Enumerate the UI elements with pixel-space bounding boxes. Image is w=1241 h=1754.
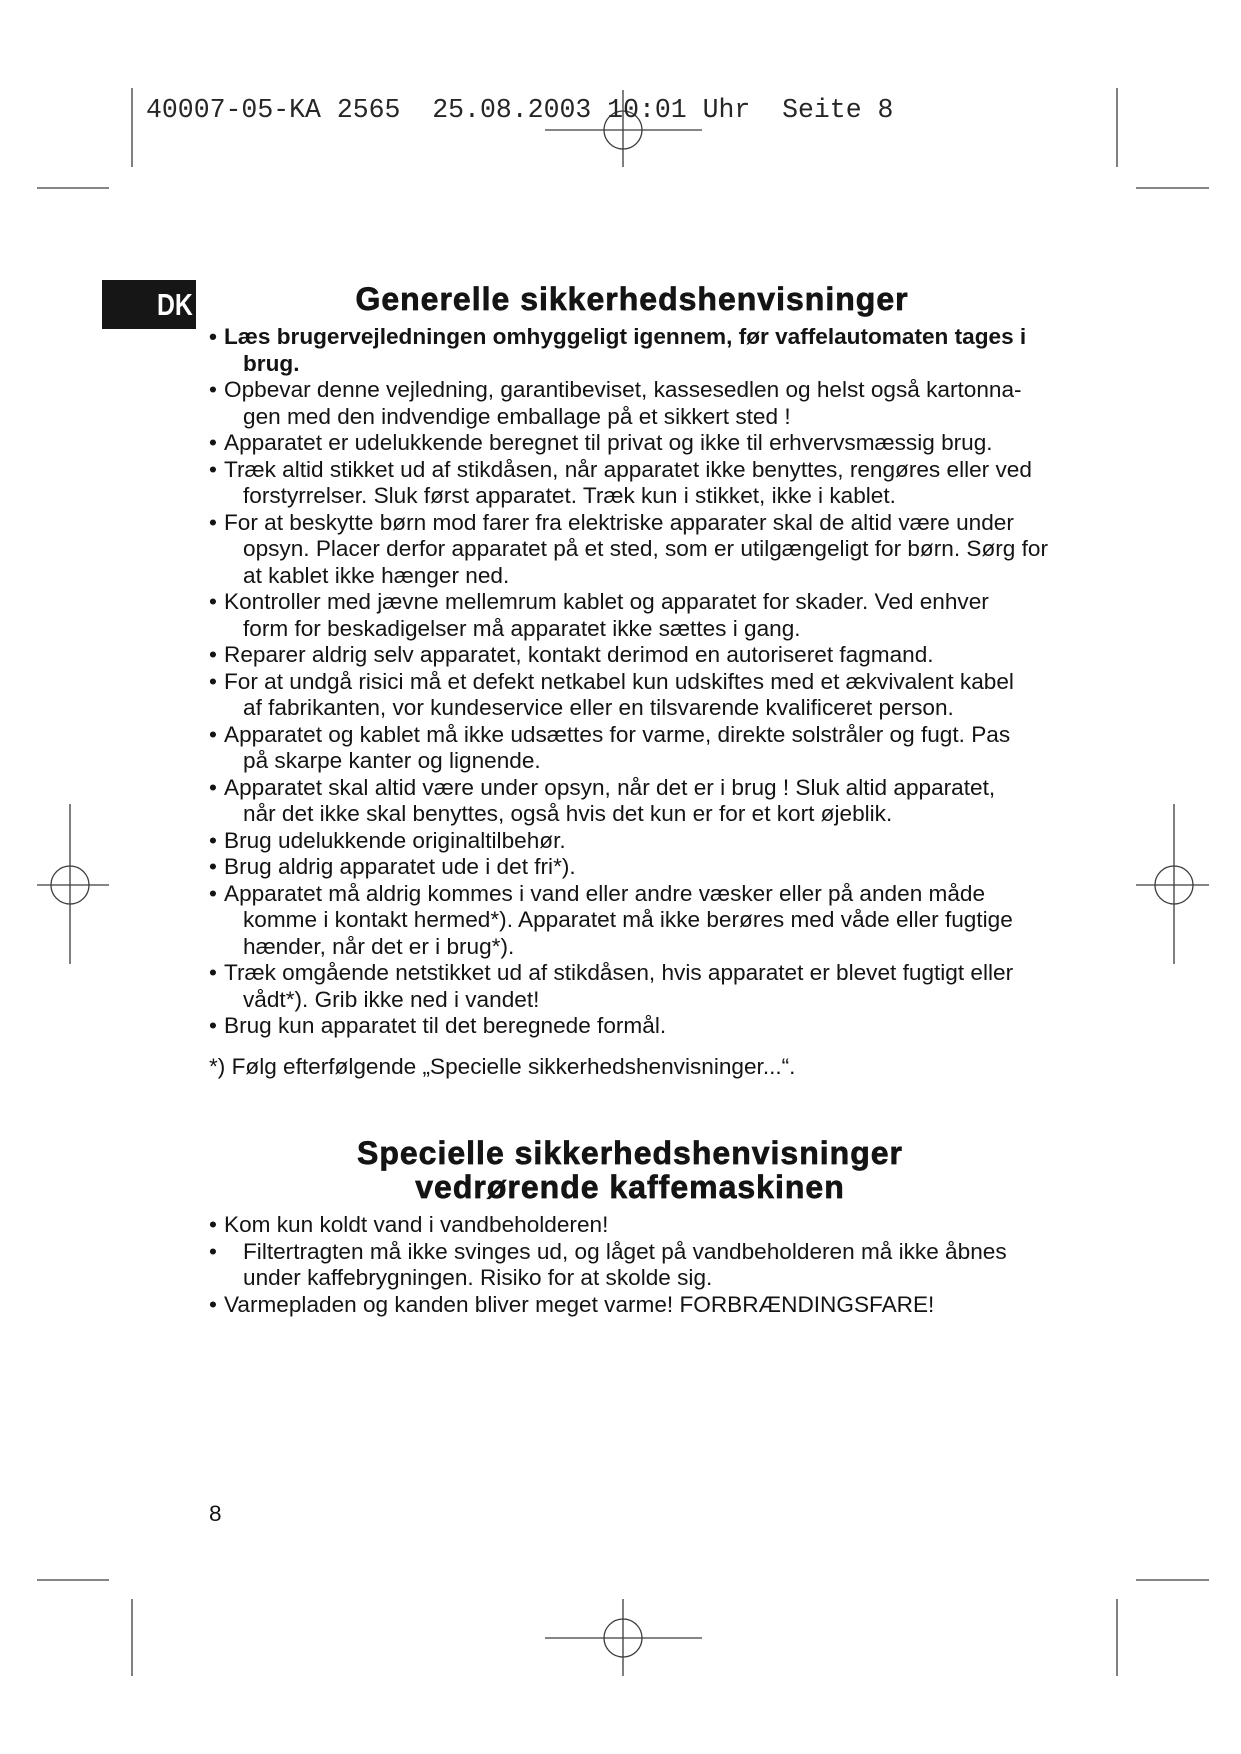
- item-text: når det ikke skal benyttes, også hvis det kun er for et kort øjeblik.: [243, 801, 893, 826]
- language-tab-label: DK: [157, 287, 193, 322]
- heading-line: Specielle sikkerhedshenvisninger: [356, 1135, 903, 1171]
- item-text: forstyrrelser. Sluk først apparatet. Træk kun i stikket, ikke i kablet.: [243, 483, 896, 508]
- bullet: •: [209, 1238, 217, 1264]
- item-text: Læs brugervejledningen omhyggeligt igennem, før vaffelautomaten tages i: [224, 324, 1027, 349]
- item-line: [209, 1239, 1007, 1266]
- bullet: •: [209, 774, 217, 800]
- bullet: •: [209, 1212, 217, 1237]
- item-text: hænder, når det er i brug*).: [243, 933, 515, 959]
- item-text: Træk omgående netstikket ud af stikdåsen, hvis apparatet er blevet fugtigt eller: [224, 960, 1014, 985]
- language-tab: [102, 280, 196, 329]
- bullet: •: [209, 430, 217, 455]
- safety-item: [209, 854, 1048, 881]
- item-line: [209, 642, 1048, 669]
- item-line: [209, 881, 1048, 908]
- item-text: gen med den indvendige emballage på et sikkert sted !: [243, 403, 791, 429]
- item-text: Træk altid stikket ud af stikdåsen, når apparatet ikke benyttes, rengøres eller ved: [224, 456, 1032, 482]
- safety-item: [209, 377, 1048, 430]
- item-line: [209, 430, 1048, 457]
- bullet: •: [209, 1291, 217, 1317]
- safety-item: [209, 457, 1048, 510]
- footnote: *) Følg efterfølgende „Specielle sikkerhedshenvisninger...“.: [209, 1054, 796, 1079]
- bullet: •: [209, 854, 217, 879]
- crop-mark-bottom-left: [37, 1580, 132, 1676]
- item-line: [209, 828, 1048, 855]
- item-text: Brug udelukkende originaltilbehør.: [224, 827, 566, 853]
- item-line: [209, 722, 1048, 749]
- item-text: under kaffebrygningen. Risiko for at skolde sig.: [243, 1265, 713, 1290]
- item-line: [209, 377, 1048, 404]
- general-safety-list: [209, 324, 1048, 1040]
- safety-item: [209, 775, 1048, 828]
- item-text: Kontroller med jævne mellemrum kablet og apparatet for skader. Ved enhver: [224, 589, 989, 614]
- item-line: [209, 1212, 1007, 1239]
- item-text: brug.: [243, 350, 300, 376]
- safety-item: [209, 881, 1048, 961]
- item-line: [209, 589, 1048, 616]
- safety-item: [209, 828, 1048, 855]
- bullet: •: [209, 456, 217, 482]
- bullet: •: [209, 324, 217, 349]
- registration-mark-right: [1136, 804, 1209, 964]
- item-text: For at undgå risici må et defekt netkabel kun udskiftes med et ækvivalent kabel: [224, 668, 1014, 694]
- coffee-safety-list: [209, 1212, 1007, 1318]
- bullet: •: [209, 377, 217, 402]
- crop-mark-top-left: [37, 88, 132, 188]
- crop-mark-top-right: [1117, 88, 1209, 188]
- item-text: Opbevar denne vejledning, garantibeviset, kassesedlen og helst også kartonna-: [224, 377, 1022, 402]
- safety-item: [209, 722, 1048, 775]
- safety-item: [209, 510, 1048, 590]
- bullet: •: [209, 509, 217, 535]
- item-line: [209, 457, 1048, 484]
- safety-item: [209, 642, 1048, 669]
- item-text: opsyn. Placer derfor apparatet på et sted, som er utilgængeligt for børn. Sørg for: [243, 536, 1048, 561]
- bullet: •: [209, 880, 217, 906]
- section-heading-coffee-safety: [298, 1136, 962, 1204]
- item-text: For at beskytte børn mod farer fra elektriske apparater skal de altid være under: [224, 509, 1014, 535]
- item-line: [209, 854, 1048, 881]
- item-text: af fabrikanten, vor kundeservice eller en tilsvarende kvalificeret person.: [243, 695, 954, 720]
- item-text: Brug kun apparatet til det beregnede formål.: [224, 1013, 667, 1038]
- registration-mark-left: [37, 804, 109, 964]
- item-text: Kom kun koldt vand i vandbeholderen!: [224, 1212, 609, 1237]
- safety-item: [209, 669, 1048, 722]
- item-text: på skarpe kanter og lignende.: [243, 748, 541, 773]
- safety-item: [209, 960, 1048, 1013]
- bullet: •: [209, 1013, 217, 1038]
- registration-mark-bottom: [545, 1599, 702, 1676]
- item-text: Brug aldrig apparatet ude i det fri*).: [224, 854, 576, 879]
- item-text: Reparer aldrig selv apparatet, kontakt derimod en autoriseret fagmand.: [224, 642, 934, 667]
- item-line: [209, 1013, 1048, 1040]
- item-text: vådt*). Grib ikke ned i vandet!: [243, 986, 540, 1012]
- crop-mark-bottom-right: [1117, 1580, 1209, 1676]
- coffee-safety-item: [209, 1239, 1007, 1292]
- bullet: •: [209, 642, 217, 667]
- item-text: Apparatet skal altid være under opsyn, når det er i brug ! Sluk altid apparatet,: [224, 774, 996, 800]
- item-text: Apparatet og kablet må ikke udsættes for varme, direkte solstråler og fugt. Pas: [224, 721, 1011, 747]
- item-text: Apparatet er udelukkende beregnet til privat og ikke til erhvervsmæssig brug.: [224, 430, 993, 455]
- page-number: 8: [209, 1501, 222, 1526]
- bullet: •: [209, 589, 217, 614]
- bullet: •: [209, 827, 217, 853]
- item-text: Varmepladen og kanden bliver meget varme! FORBRÆNDINGSFARE!: [224, 1291, 935, 1317]
- item-text: komme i kontakt hermed*). Apparatet må ikke berøres med våde eller fugtige: [243, 907, 1013, 932]
- bullet: •: [209, 668, 217, 694]
- safety-item: [209, 589, 1048, 642]
- bullet: •: [209, 960, 217, 985]
- heading-line: vedrørende kaffemaskinen: [415, 1169, 845, 1205]
- item-line: [209, 510, 1048, 537]
- item-line: [209, 1292, 1007, 1319]
- safety-item: [209, 324, 1048, 377]
- item-text: Apparatet må aldrig kommes i vand eller andre væsker eller på anden måde: [224, 880, 986, 906]
- safety-item: [209, 1013, 1048, 1040]
- bullet: •: [209, 721, 217, 747]
- item-text: Filtertragten må ikke svinges ud, og låget på vandbeholderen må ikke åbnes: [243, 1238, 1007, 1264]
- print-slug: 40007-05-KA 2565 25.08.2003 10:01 Uhr Seite 8: [146, 95, 894, 125]
- item-text: at kablet ikke hænger ned.: [243, 562, 510, 588]
- item-text: form for beskadigelser må apparatet ikke sættes i gang.: [243, 615, 801, 641]
- item-line: [209, 775, 1048, 802]
- coffee-safety-item: [209, 1292, 1007, 1319]
- section-heading-general-safety: Generelle sikkerhedshenvisninger: [355, 281, 909, 317]
- item-line: [209, 324, 1048, 351]
- item-line: [209, 960, 1048, 987]
- item-line: [209, 669, 1048, 696]
- coffee-safety-item: [209, 1212, 1007, 1239]
- safety-item: [209, 430, 1048, 457]
